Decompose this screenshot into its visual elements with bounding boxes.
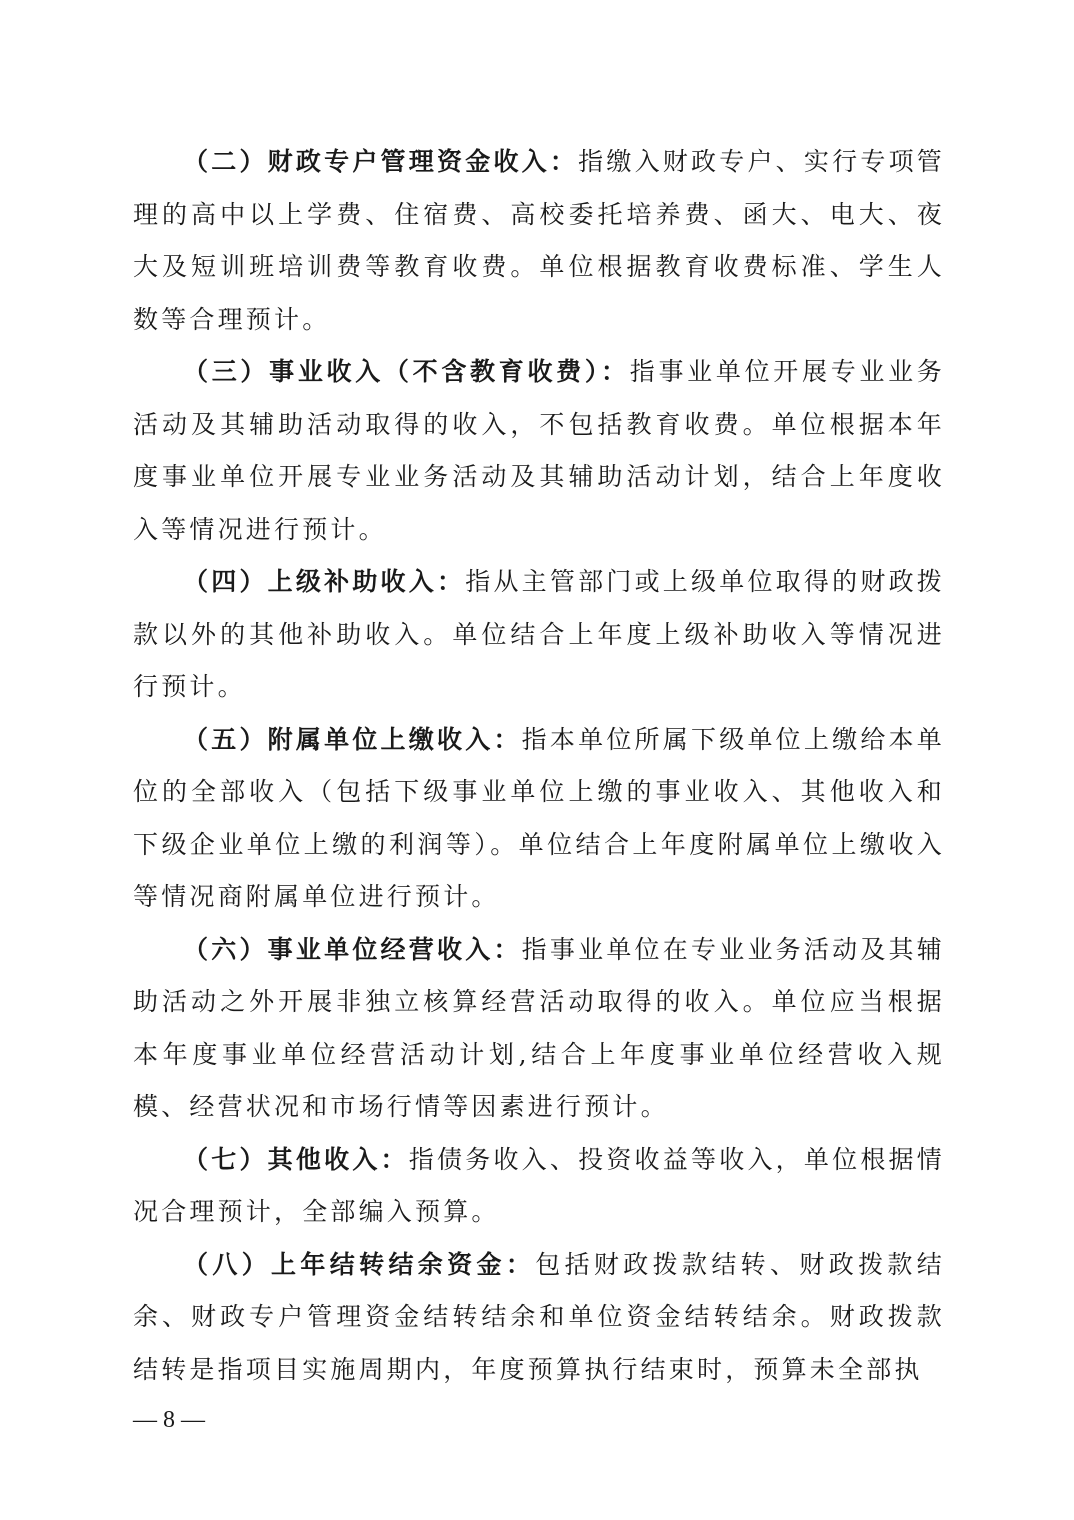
paragraph-text: 指事业单位在专业业务活动及其辅助活动之外开展非独立核算经营活动取得的收入。单位应当根据本年度事业单位经营活动计划,结合上年度事业单位经营收入规模、经营状况和市场行情等因素进行预计。: [133, 934, 945, 1121]
paragraph-text: 指债务收入、投资收益等收入，单位根据情况合理预计，全部编入预算。: [133, 1144, 945, 1226]
paragraph-3: [133, 346, 945, 556]
paragraph-text: 包括财政拨款结转、财政拨款结余、财政专户管理资金结转结余和单位资金结转结余。财政拨款结转是指项目实施周期内，年度预算执行结束时，预算未全部执: [133, 1249, 945, 1384]
paragraph-7: [133, 1134, 945, 1239]
paragraph-term: （五）附属单位上缴收入：: [183, 724, 522, 754]
paragraph-5: [133, 714, 945, 924]
paragraph-term: （三）事业收入（不含教育收费）：: [183, 357, 630, 386]
document-body: [133, 136, 945, 1396]
paragraph-text: 指本单位所属下级单位上缴给本单位的全部收入（包括下级事业单位上缴的事业收入、其他收入和下级企业单位上缴的利润等）。单位结合上年度附属单位上缴收入等情况商附属单位进行预计。: [133, 724, 945, 911]
paragraph-text: 指从主管部门或上级单位取得的财政拨款以外的其他补助收入。单位结合上年度上级补助收入等情况进行预计。: [133, 567, 945, 701]
paragraph-term: （八）上年结转结余资金：: [183, 1249, 536, 1279]
paragraph-6: [133, 924, 945, 1134]
page-number: — 8 —: [133, 1407, 205, 1433]
paragraph-4: [133, 556, 945, 714]
paragraph-term: （六）事业单位经营收入：: [183, 934, 522, 964]
paragraph-text: 指缴入财政专户、实行专项管理的高中以上学费、住宿费、高校委托培养费、函大、电大、夜大及短训班培训费等教育收费。单位根据教育收费标准、学生人数等合理预计。: [133, 147, 945, 334]
paragraph-8: [133, 1239, 945, 1397]
paragraph-term: （二）财政专户管理资金收入：: [183, 147, 579, 176]
paragraph-term: （七）其他收入：: [183, 1144, 409, 1174]
paragraph-text: 指事业单位开展专业业务活动及其辅助活动取得的收入，不包括教育收费。单位根据本年度事业单位开展专业业务活动及其辅助活动计划，结合上年度收入等情况进行预计。: [133, 357, 946, 544]
paragraph-2: [133, 136, 945, 346]
paragraph-term: （四）上级补助收入：: [183, 567, 466, 596]
